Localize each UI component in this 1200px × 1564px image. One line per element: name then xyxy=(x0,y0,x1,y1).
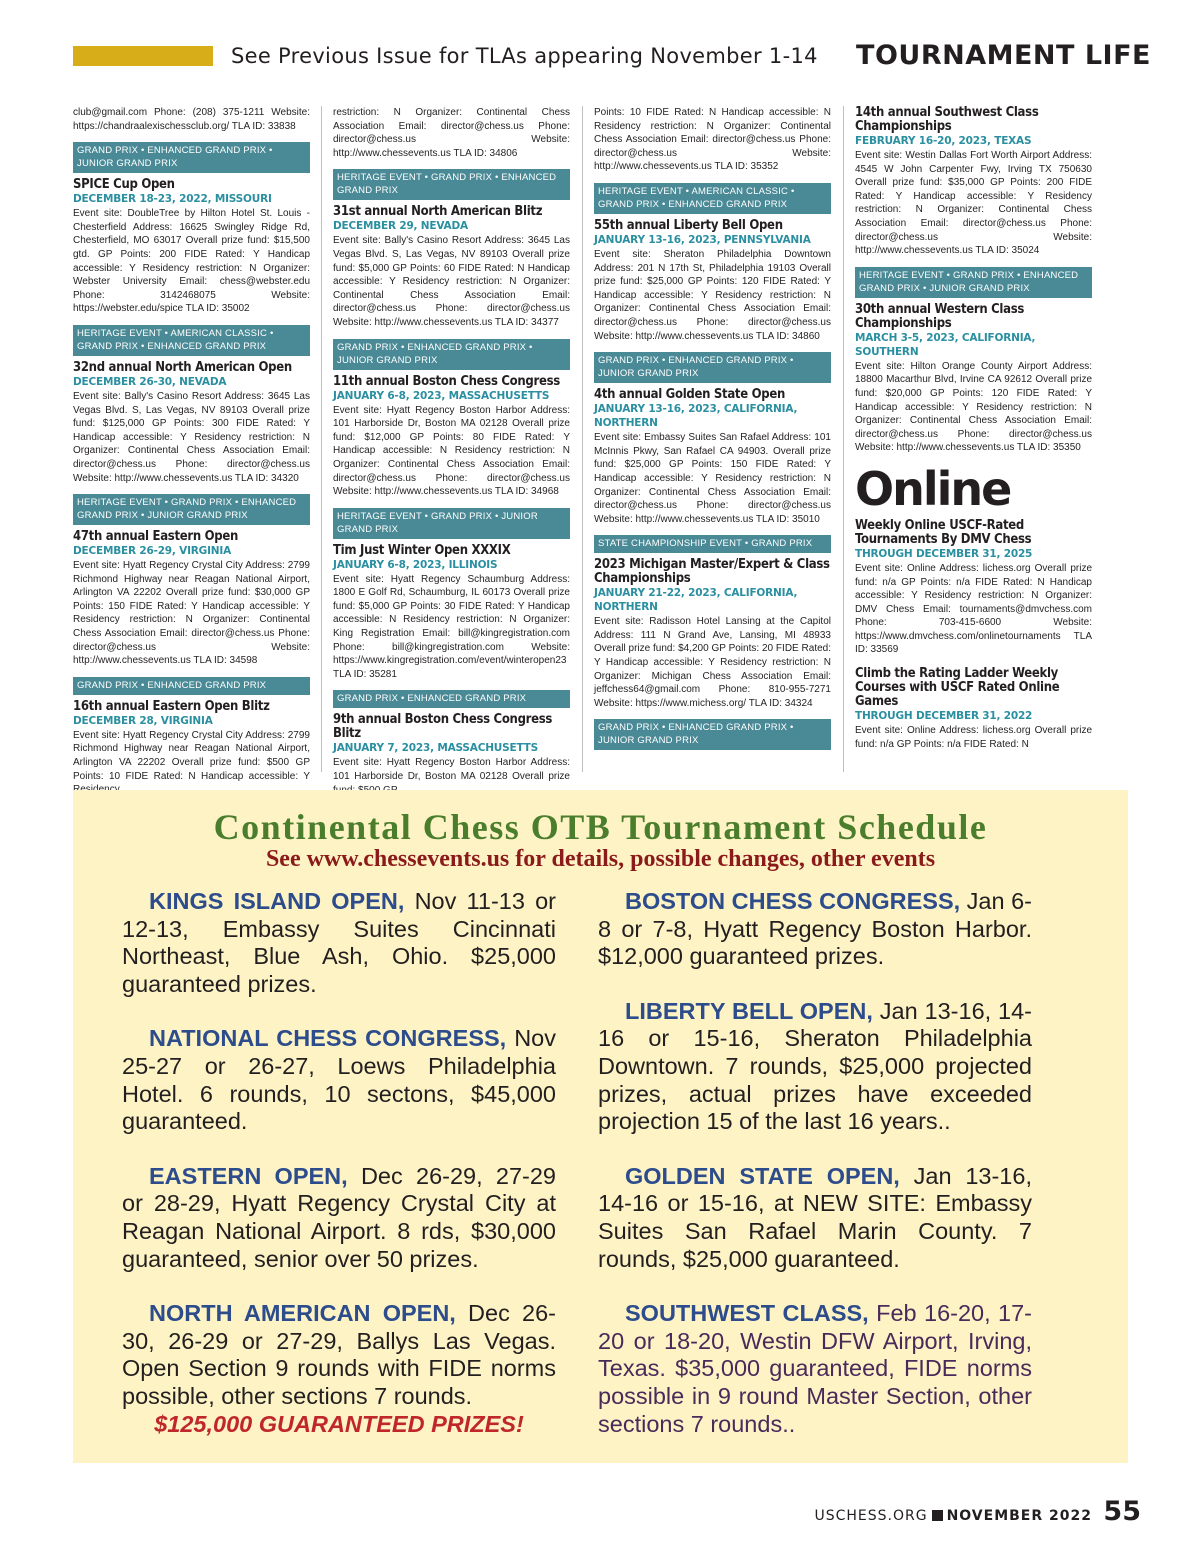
column-divider xyxy=(321,106,322,772)
event-details: Event site: Hyatt Regency Crystal City Address: 2799 Richmond Highway near Reagan National Airport, Arlington VA 22202 Overall prize fund: $30,000 GP Points: 150 FIDE Rated: Y Handicap accessible: Y Residency restriction: N Organizer: Continental Chess Association Email: director@chess.us Phone: director@chess.us Website: http://www.chessevents.us TLA ID: 34598 xyxy=(73,560,310,667)
schedule-entry xyxy=(122,1163,556,1273)
event-date: THROUGH DECEMBER 31, 2022 xyxy=(855,710,1033,723)
square-bullet-icon xyxy=(932,1510,943,1521)
schedule-subtitle: See www.chessevents.us for details, possible changes, other events xyxy=(265,846,936,872)
event-title: 14th annual Southwest Class Championships xyxy=(855,105,1039,134)
event-date: JANUARY 13-16, 2023, PENNSYLVANIA xyxy=(594,233,811,246)
event-title: 2023 Michigan Master/Expert & Class Championships xyxy=(594,557,830,587)
event-date: DECEMBER 26-30, NEVADA xyxy=(73,375,227,388)
event-info: Jan 13-16, 14-16 or 15-16, at NEW SITE: Embassy Suites San Rafael Marin County. 7 rounds, $25,000 guaranteed. xyxy=(598,1162,1032,1272)
schedule-entry xyxy=(122,1025,556,1135)
event-info: Feb 16-20, 17-20 or 18-20, Westin DFW Airport, Irving, Texas. $35,000 guaranteed, FIDE norms possible in 9 round Master Section, other sections 7 rounds.. xyxy=(598,1300,1032,1437)
event-name: GOLDEN STATE OPEN, xyxy=(625,1162,900,1189)
event-date: JANUARY 6-8, 2023, MASSACHUSETTS xyxy=(333,389,550,402)
event-title: Weekly Online USCF-Rated Tournaments By DMV Chess xyxy=(855,517,1032,547)
event-tag: HERITAGE EVENT • GRAND PRIX • ENHANCED GRAND PRIX • JUNIOR GRAND PRIX xyxy=(73,494,310,525)
event-date: FEBRUARY 16-20, 2023, TEXAS xyxy=(855,135,1032,147)
event-title: 30th annual Western Class Championships xyxy=(855,301,1025,331)
event-title: 55th annual Liberty Bell Open xyxy=(594,217,783,233)
header-note: See Previous Issue for TLAs appearing November 1-14 xyxy=(231,44,818,68)
tla-columns xyxy=(73,105,1133,783)
event-title: Tim Just Winter Open XXXIX xyxy=(333,542,511,558)
event-details: Event site: DoubleTree by Hilton Hotel St. Louis - Chesterfield Address: 16625 Swingley Ridge Rd, Chesterfield, MO 63017 Overall prize fund: $15,500 gtd. GP Points: 200 FIDE Rated: Y Handicap accessible: Y Residency restriction: N Organizer: Webster University Email: chess@webster.edu Phone: 3142468075 Website: https://webster.edu/spice TLA ID: 35002 xyxy=(73,208,310,315)
event-tag: HERITAGE EVENT • GRAND PRIX • ENHANCED GRAND PRIX xyxy=(333,169,570,200)
event-info: Dec 26-30, 26-29 or 27-29, Ballys Las Vegas. Open Section 9 rounds with FIDE norms possible, other sections 7 rounds. xyxy=(122,1300,556,1409)
column-divider xyxy=(843,106,844,772)
event-details: Event site: Hyatt Regency Crystal City Address: 2799 Richmond Highway near Reagan National Airport, Arlington VA 22202 Overall prize fund: $500 GP Points: 10 FIDE Rated: N Handicap accessible: Y xyxy=(73,729,310,782)
online-heading: Online xyxy=(855,461,1011,516)
event-tag: HERITAGE EVENT • GRAND PRIX • JUNIOR GRAND PRIX xyxy=(333,508,570,539)
schedule-title: Continental Chess OTB Tournament Schedule xyxy=(213,807,988,847)
event-details: Event site: Radisson Hotel Lansing at the Capitol Address: 111 N Grand Ave, Lansing, MI 48933 Overall prize fund: $4,200 GP Points: 20 FIDE Rated: Y Handicap accessible: Y Residency restriction: N Organizer: Michigan Chess Association Email: jeffchess64@gmail.com Phone: 810-955-7271 Website: https://www.michess.org/ TLA ID: 34324 xyxy=(594,616,831,709)
event-tag: GRAND PRIX • ENHANCED GRAND PRIX • JUNIOR GRAND PRIX xyxy=(594,719,831,750)
event-details: Event site: Bally's Casino Resort Address: 3645 Las Vegas Blvd. S, Las Vegas, NV 89103 Overall prize fund: $125,000 GP Points: 300 FIDE Rated: Y Handicap accessible: Y Residency restriction: N Organizer: Continental Chess Association Email: director@chess.us Phone: director@chess.us Website: http://www.chessevents.us TLA ID: 34320 xyxy=(73,390,310,484)
event-title: 16th annual Eastern Open Blitz xyxy=(73,698,270,714)
event-date: DECEMBER 28, VIRGINIA xyxy=(73,714,213,727)
column-2 xyxy=(333,106,570,783)
event-date: DECEMBER 18-23, 2022, MISSOURI xyxy=(73,193,272,206)
footer-site: USCHESS.ORG xyxy=(814,1508,928,1524)
column-3 xyxy=(594,106,831,772)
schedule-entry xyxy=(598,1300,1032,1438)
event-date: DECEMBER 29, NEVADA xyxy=(333,220,468,233)
event-tag: STATE CHAMPIONSHIP EVENT • GRAND PRIX xyxy=(594,535,831,553)
event-details: Event site: Embassy Suites San Rafael Address: 101 McInnis Pkwy, San Rafael CA 94903. Overall prize fund: $25,000 GP Points: 150 FIDE Rated: Y Handicap accessible: Y Residency restriction: N Organizer: Continental Chess Association Email: director@chess.us Phone: director@chess.us Website: http://www.chessevents.us TLA ID: 35010 xyxy=(594,432,831,525)
event-details: Event site: Westin Dallas Fort Worth Airport Address: 4545 W John Carpenter Fwy, Irving TX 750630 Overall prize fund: $35,000 GP Points: 200 FIDE Rated: Y Handicap accessible: Y Residency restriction: N Organizer: Continental Chess Association Email: director@chess.us Phone: director@chess.us Website: http://www.chessevents.us TLA ID: 35024 xyxy=(855,150,1092,257)
event-tag: GRAND PRIX • ENHANCED GRAND PRIX • JUNIOR GRAND PRIX xyxy=(333,339,570,370)
continued-text: club@gmail.com Phone: (208) 375-1211 Website: https://chandraalexischessclub.org/ TLA ID: 33838 xyxy=(73,107,310,132)
event-tag: GRAND PRIX • ENHANCED GRAND PRIX xyxy=(333,690,570,708)
event-date: MARCH 3-5, 2023, CALIFORNIA, SOUTHERN xyxy=(855,331,1036,358)
event-title: 32nd annual North American Open xyxy=(73,359,292,375)
schedule-entry xyxy=(598,888,1032,971)
event-details: Event site: Hyatt Regency Boston Harbor Address: 101 Harborside Dr, Boston MA 02128 Overall prize xyxy=(333,757,570,783)
accent-bar xyxy=(73,46,213,66)
section-title: TOURNAMENT LIFE xyxy=(856,40,1151,71)
event-details: Event site: Online Address: lichess.org Overall prize fund: n/a GP Points: n/a FIDE Rated: N xyxy=(855,725,1092,750)
event-title: 47th annual Eastern Open xyxy=(73,529,239,545)
event-details: Event site: Bally's Casino Resort Address: 3645 Las Vegas Blvd. S, Las Vegas, NV 89103 Overall prize fund: $5,000 GP Points: 60 FIDE Rated: N Handicap accessible: Y Residency restriction: N Organizer: Continental Chess Association Email: director@chess.us Phone: director@chess.us Website: http://www.chessevents.us TLA ID: 34377 xyxy=(333,235,570,328)
schedule-entry xyxy=(598,1163,1032,1273)
event-date: JANUARY 6-8, 2023, ILLINOIS xyxy=(333,558,498,571)
event-title: 11th annual Boston Chess Congress xyxy=(333,373,560,389)
event-details: Event site: Hyatt Regency Boston Harbor Address: 101 Harborside Dr, Boston MA 02128 Overall prize fund: $12,000 GP Points: 80 FIDE Rated: Y Handicap accessible: N Residency restriction: N Organizer: Continental Chess Association Email: director@chess.us Phone: director@chess.us Website: http://www.chessevents.us TLA ID: 34968 xyxy=(333,404,570,498)
event-tag: GRAND PRIX • ENHANCED GRAND PRIX xyxy=(73,677,310,695)
schedule-box xyxy=(73,790,1128,1463)
event-name: NORTH AMERICAN OPEN, xyxy=(149,1300,456,1327)
page-number: 55 xyxy=(1103,1496,1141,1527)
event-title: 31st annual North American Blitz xyxy=(333,204,543,220)
event-info: Jan 13-16, 14-16 or 15-16, Sheraton Philadelphia Downtown. 7 rounds, $25,000 projected prizes, actual prizes have exceeded projection 15 of the last 16 years.. xyxy=(598,997,1032,1135)
event-info: Jan 6-8 or 7-8, Hyatt Regency Boston Harbor. $12,000 guaranteed prizes. xyxy=(598,888,1032,970)
event-title: Climb the Rating Ladder Weekly Courses with USCF Rated Online Games xyxy=(855,666,1060,710)
continued-text: restriction: N Organizer: Continental Chess Association Email: director@chess.us Phone: director@chess.us Website: http://www.chessevents.us TLA ID: 34806 xyxy=(333,107,570,159)
event-tag: HERITAGE EVENT • AMERICAN CLASSIC • GRAND PRIX • ENHANCED GRAND PRIX xyxy=(594,183,831,214)
event-title: SPICE Cup Open xyxy=(73,177,175,193)
page-header xyxy=(73,40,1153,80)
event-info: Nov 25-27 or 26-27, Loews Philadelphia Hotel. 6 rounds, 10 sectons, $45,000 guaranteed. xyxy=(122,1025,557,1135)
event-title: 9th annual Boston Chess Congress Blitz xyxy=(333,712,553,742)
event-date: DECEMBER 26-29, VIRGINIA xyxy=(73,545,232,558)
event-info: Dec 26-29, 27-29 or 28-29, Hyatt Regency Crystal City at Reagan National Airport. 8 rds, $30,000 guaranteed, senior over 50 prizes. xyxy=(122,1162,556,1272)
event-tag: HERITAGE EVENT • GRAND PRIX • ENHANCED GRAND PRIX • JUNIOR GRAND PRIX xyxy=(855,267,1092,298)
event-tag: HERITAGE EVENT • AMERICAN CLASSIC • GRAND PRIX • ENHANCED GRAND PRIX xyxy=(73,325,310,356)
column-1 xyxy=(73,106,310,782)
event-name: SOUTHWEST CLASS, xyxy=(625,1300,869,1327)
footer-month: NOVEMBER 2022 xyxy=(946,1508,1092,1524)
event-name: NATIONAL CHESS CONGRESS, xyxy=(149,1025,507,1052)
continued-text: Points: 10 FIDE Rated: N Handicap accessible: N Residency restriction: N Organizer: Continental Chess Association Email: director@chess.us Phone: director@chess.us Website: http://www.chessevents.us TLA ID: 35352 xyxy=(594,107,831,173)
event-details: Event site: Sheraton Philadelphia Downtown Address: 201 N 17th St, Philadelphia 19103 Overall prize fund: $25,000 GP Points: 120 FIDE Rated: Y Handicap accessible: Y Residency restriction: N Organizer: Continental Chess Association Email: director@chess.us Phone: director@chess.us Website: http://www.chessevents.us TLA ID: 34860 xyxy=(594,248,831,342)
event-info: Nov 11-13 or 12-13, Embassy Suites Cincinnati Northeast, Blue Ash, Ohio. $25,000 guaranteed prizes. xyxy=(122,888,556,997)
event-date: JANUARY 7, 2023, MASSACHUSETTS xyxy=(333,742,538,755)
event-tag: GRAND PRIX • ENHANCED GRAND PRIX • JUNIOR GRAND PRIX xyxy=(594,352,831,383)
event-name: EASTERN OPEN, xyxy=(149,1162,348,1189)
guaranteed-prizes-highlight: $125,000 GUARANTEED PRIZES! xyxy=(154,1410,524,1437)
event-details: Event site: Online Address: lichess.org Overall prize fund: n/a GP Points: n/a FIDE Rated: N Handicap accessible: Y Residency restriction: N Organizer: DMV Chess Email: tournaments@dmvchess.com Phone: 703-415-6600 Website: https://www.dmvchess.com/onlinetournaments TLA ID: 33569 xyxy=(855,562,1092,656)
event-name: BOSTON CHESS CONGRESS, xyxy=(625,888,961,914)
event-details: Event site: Hilton Orange County Airport Address: 18800 Macarthur Blvd, Irvine CA 92612 Overall prize fund: $20,000 GP Points: 120 FIDE Rated: Y Handicap accessible: Y Residency restriction: N Organizer: Continental Chess Association Email: director@chess.us Phone: director@chess.us Website: http://www.chessevents.us TLA ID: 35350 xyxy=(855,360,1092,454)
event-title: 4th annual Golden State Open xyxy=(594,387,785,403)
schedule-left-column xyxy=(122,888,556,1465)
schedule-entry xyxy=(122,1300,556,1438)
schedule-entry xyxy=(122,888,556,998)
event-date: THROUGH DECEMBER 31, 2025 xyxy=(855,547,1033,560)
event-tag: GRAND PRIX • ENHANCED GRAND PRIX • JUNIOR GRAND PRIX xyxy=(73,142,310,173)
event-name: KINGS ISLAND OPEN, xyxy=(149,888,405,914)
event-date: JANUARY 13-16, 2023, CALIFORNIA, NORTHERN xyxy=(594,403,798,430)
column-divider xyxy=(582,106,583,772)
schedule-right-column xyxy=(598,888,1032,1465)
event-name: LIBERTY BELL OPEN, xyxy=(625,997,873,1024)
schedule-entry xyxy=(598,998,1032,1136)
footer-credit xyxy=(814,1508,1092,1524)
column-4 xyxy=(855,106,1092,772)
event-details: Event site: Hyatt Regency Schaumburg Address: 1800 E Golf Rd, Schaumburg, IL 60173 Overall prize fund: $5,000 GP Points: 30 FIDE Rated: Y Handicap accessible: N Residency restriction: N Organizer: King Registration Email: bill@kingregistration.com Phone: bill@kingregistration.com Website: https://www.kingregistration.com/event/winteropen23 TLA ID: 35281 xyxy=(333,573,570,680)
event-date: JANUARY 21-22, 2023, CALIFORNIA, NORTHERN xyxy=(594,587,798,614)
